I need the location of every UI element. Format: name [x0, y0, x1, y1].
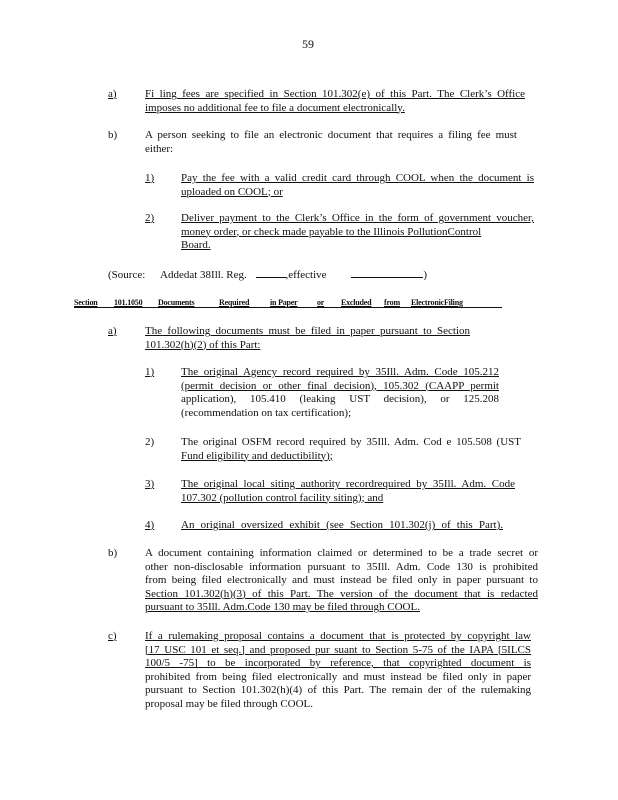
section-c-label: c): [108, 630, 117, 642]
text-line: 101.302(h)(2) of this Part:: [145, 338, 261, 351]
paragraph-a-label: a): [108, 88, 117, 100]
paragraph-b-label: b): [108, 129, 118, 141]
section-heading-word: in Paper: [270, 298, 298, 307]
section-heading-underline: [74, 307, 502, 308]
section-heading-section: Section: [74, 298, 98, 307]
text-line: money order, or check made payable to the Illinois PollutionControl: [181, 225, 482, 238]
text-line: pursuant to Section 101.302(h)(4) of this Part. The remain der of the rulemaking: [145, 684, 531, 696]
text-line: Fi ling fees are specified in Section 101.302(e) of this Part. The Clerk’s Office: [145, 88, 525, 100]
text-line: other non-disclosable information pursuant to 35Ill. Adm. Code 130 is prohibited: [145, 560, 538, 573]
section-a-item-1-label: 1): [145, 366, 155, 378]
section-a-item-3-text: [181, 478, 515, 505]
section-b-text: [145, 547, 538, 615]
text-line: The following documents must be filed in paper pursuant to Section: [145, 325, 470, 337]
text-line: A person seeking to file an electronic document that requires a filing fee must: [145, 129, 517, 141]
section-heading-number: 101.1050: [114, 298, 143, 307]
source-prefix: (Source:: [108, 269, 146, 281]
section-heading-word: Documents: [158, 298, 195, 307]
paragraph-b-item-1-label: 1): [145, 172, 155, 184]
section-c-text: [145, 630, 531, 711]
paragraph-b-item-1-text: [181, 172, 534, 199]
section-heading-word: Required: [219, 298, 250, 307]
text-line: The original Agency record required by 35Ill. Adm. Code 105.212: [181, 366, 499, 378]
text-line: [17 USC 101 et seq.] and proposed pur suant to Section 5-75 of the IAPA [5ILCS: [145, 643, 531, 656]
text-line: A document containing information claimed or determined to be a trade secret or: [145, 547, 538, 559]
text-line: Deliver payment to the Clerk’s Office in the form of government voucher,: [181, 212, 534, 224]
source-effective: ,effective: [285, 269, 327, 281]
text-line: An original oversized exhibit (see Section 101.302(j) of this Part).: [181, 519, 503, 531]
text-line: (recommendation on tax certification);: [181, 406, 352, 419]
section-heading-word: Excluded: [341, 298, 372, 307]
text-line: Pay the fee with a valid credit card through COOL when the document is: [181, 172, 534, 184]
section-a-text: [145, 325, 470, 352]
section-a-item-4-label: 4): [145, 519, 155, 531]
text-line: (permit decision or other final decision), 105.302 (CAAPP permit: [181, 379, 499, 392]
text-line: Section 101.302(h)(3) of this Part. The version of the document that is redacted: [145, 587, 538, 600]
source-text: Addedat 38Ill. Reg.: [160, 269, 247, 281]
paragraph-b-item-2-text: [181, 212, 534, 253]
text-line: Board.: [181, 239, 211, 251]
section-heading-word: or: [317, 298, 325, 307]
source-blank-1: [256, 277, 286, 278]
section-a-item-4-text: [181, 519, 503, 533]
source-note: [108, 269, 427, 283]
text-line: either:: [145, 142, 174, 155]
source-blank-2: [351, 277, 423, 278]
section-a-item-1-text: [181, 366, 499, 420]
text-line: imposes no additional fee to file a document electronically.: [145, 101, 405, 114]
text-line: 107.302 (pollution control facility siting); and: [181, 491, 384, 504]
text-line: If a rulemaking proposal contains a document that is protected by copyright law: [145, 630, 531, 642]
source-close: ): [423, 269, 427, 281]
page-number: 59: [302, 37, 314, 51]
section-heading-word: ElectronicFiling: [411, 298, 463, 307]
paragraph-b-text: [145, 129, 517, 156]
paragraph-a-text: [145, 88, 525, 115]
text-line: The original OSFM record required by 35Ill. Adm. Cod e 105.508 (UST: [181, 436, 521, 448]
paragraph-b-item-2-label: 2): [145, 212, 155, 224]
section-a-label: a): [108, 325, 117, 337]
text-line: Fund eligibility and deductibility);: [181, 449, 333, 462]
text-line: The original local siting authority recordrequired by 35Ill. Adm. Code: [181, 478, 515, 490]
section-heading-word: from: [384, 298, 400, 307]
text-line: uploaded on COOL; or: [181, 185, 283, 198]
text-line: prohibited from being filed electronically and must instead be filed only in paper: [145, 670, 531, 683]
text-line: 100/5 -75] to be incorporated by reference, that copyrighted document is: [145, 657, 531, 669]
text-line: proposal may be filed through COOL.: [145, 697, 314, 710]
section-a-item-2-text: [181, 436, 521, 463]
section-a-item-2-label: 2): [145, 436, 155, 448]
text-line: pursuant to 35Ill. Adm.Code 130 may be filed through COOL.: [145, 601, 420, 613]
text-line: application), 105.410 (leaking UST decision), or 125.208: [181, 393, 499, 405]
text-line: from being filed electronically and must instead be filed only in paper pursuant to: [145, 574, 538, 586]
section-b-label: b): [108, 547, 118, 559]
section-a-item-3-label: 3): [145, 478, 155, 490]
